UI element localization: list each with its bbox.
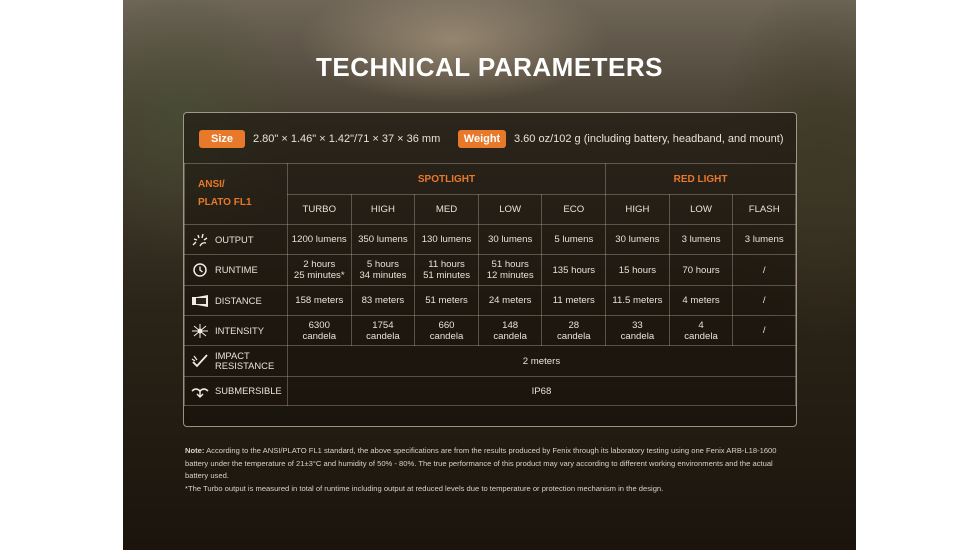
table-cell: 70 hours <box>669 255 733 286</box>
table-cell-line: 12 minutes <box>486 270 534 281</box>
table-cell <box>606 316 670 346</box>
impact-icon <box>191 354 209 368</box>
distance-icon <box>191 294 209 308</box>
mode-header: HIGH <box>606 195 670 225</box>
table-cell <box>351 255 415 286</box>
table-cell: 4 meters <box>669 286 733 316</box>
table-cell: 3 lumens <box>669 225 733 255</box>
table-cell: 11 meters <box>542 286 606 316</box>
table-cell: 130 lumens <box>415 225 479 255</box>
table-cell-line: candela <box>556 330 591 342</box>
table-cell-line: candela <box>620 330 655 342</box>
standard-label-line1: ANSI/ <box>198 179 225 190</box>
submersible-value: IP68 <box>287 377 795 406</box>
spotlight-group-header: SPOTLIGHT <box>287 164 605 195</box>
weight-badge: Weight <box>458 130 506 148</box>
table-cell <box>478 255 542 286</box>
table-cell: / <box>733 316 796 346</box>
table-cell: 3 lumens <box>733 225 796 255</box>
size-weight-row <box>184 113 796 163</box>
table-cell <box>351 316 415 346</box>
turbo-footnote: *The Turbo output is measured in total of runtime including output at reduced levels due to temperature or protection mechanism in the design. <box>185 483 664 493</box>
mode-header: TURBO <box>287 195 351 225</box>
table-cell <box>287 255 351 286</box>
size-badge: Size <box>199 130 245 148</box>
table-cell-line: candela <box>302 330 337 342</box>
row-label-text: OUTPUT <box>215 233 254 245</box>
impact-label-line1: IMPACT <box>215 350 250 361</box>
table-cell-line: candela <box>366 330 400 342</box>
table-cell-line: 148 <box>502 319 519 331</box>
table-cell: 158 meters <box>287 286 351 316</box>
table-cell-line: 51 hours <box>491 259 529 270</box>
table-row-runtime <box>185 255 796 286</box>
table-cell: 350 lumens <box>351 225 415 255</box>
red-light-group-header: RED LIGHT <box>606 164 796 195</box>
row-label-text: RUNTIME <box>215 264 258 275</box>
row-label-impact <box>185 346 288 377</box>
table-cell: 30 lumens <box>606 225 670 255</box>
submersible-icon <box>191 384 209 398</box>
table-cell: 83 meters <box>351 286 415 316</box>
table-cell-line: 11 hours <box>428 259 465 270</box>
product-parameters-graphic <box>123 0 856 550</box>
table-cell: / <box>733 255 796 286</box>
table-cell <box>542 316 606 346</box>
table-cell: 51 meters <box>415 286 479 316</box>
table-cell <box>478 316 542 346</box>
table-cell: 1200 lumens <box>287 225 351 255</box>
table-cell-line: 1754 <box>372 319 394 331</box>
standard-label <box>185 164 288 225</box>
table-row-output <box>185 225 796 255</box>
row-label-intensity <box>185 316 288 346</box>
table-cell-line: 34 minutes <box>359 270 407 281</box>
row-label-text: DISTANCE <box>215 294 262 306</box>
table-cell-line: 33 <box>632 319 643 331</box>
submersible-label: SUBMERSIBLE <box>215 385 282 396</box>
row-label-text: INTENSITY <box>215 324 264 336</box>
row-label-runtime <box>185 255 288 286</box>
table-cell-line: 2 hours <box>303 259 336 270</box>
mode-header: HIGH <box>351 195 415 225</box>
specs-table <box>184 163 796 406</box>
mode-header: MED <box>415 195 479 225</box>
table-cell-line: 5 hours <box>366 259 399 270</box>
standard-label-line2: PLATO FL1 <box>198 197 252 208</box>
size-value: 2.80" × 1.46" × 1.42"/71 × 37 × 36 mm <box>253 133 441 145</box>
table-cell-line: 51 minutes <box>423 270 470 281</box>
table-row-submersible <box>185 377 796 406</box>
table-cell: 30 lumens <box>478 225 542 255</box>
table-cell <box>287 316 351 346</box>
table-cell-line: 25 minutes* <box>293 270 345 281</box>
impact-value: 2 meters <box>287 346 795 377</box>
weight-value: 3.60 oz/102 g (including battery, headband, and mount) <box>514 133 784 145</box>
table-cell-line: candela <box>684 330 718 342</box>
table-row-intensity <box>185 316 796 346</box>
table-cell-line: 28 <box>568 319 580 331</box>
table-cell: 11.5 meters <box>606 286 670 316</box>
mode-header: LOW <box>669 195 733 225</box>
table-cell <box>415 255 479 286</box>
table-cell-line: candela <box>493 330 527 342</box>
mode-header: ECO <box>542 195 606 225</box>
table-cell: 24 meters <box>478 286 542 316</box>
clock-icon <box>191 263 209 277</box>
note-text: According to the ANSI/PLATO FL1 standard, the above specifications are from the results produced by Fenix through its laboratory testing using one Fenix ARB-L18-1600 battery under the temperature of 21±3°C and humidity of 50% - 80%. The true performance of this product may vary according to different working environments and the actual battery used. <box>185 446 777 481</box>
table-cell: 15 hours <box>606 255 670 286</box>
row-label-submersible <box>185 377 288 406</box>
table-cell-line: 660 <box>438 319 455 331</box>
table-row-distance <box>185 286 796 316</box>
table-cell-line: 4 <box>698 319 704 331</box>
impact-label-line2: RESISTANCE <box>215 360 275 371</box>
table-cell <box>669 316 733 346</box>
mode-header: LOW <box>478 195 542 225</box>
row-label-output <box>185 225 288 255</box>
table-cell <box>415 316 479 346</box>
table-cell-line: 6300 <box>308 319 330 331</box>
table-cell: / <box>733 286 796 316</box>
footnote-block <box>185 445 797 495</box>
page-title: TECHNICAL PARAMETERS <box>315 52 664 82</box>
table-cell: 135 hours <box>542 255 606 286</box>
table-row-impact <box>185 346 796 377</box>
intensity-icon <box>191 324 209 338</box>
row-label-distance <box>185 286 288 316</box>
table-cell: 5 lumens <box>542 225 606 255</box>
parameters-panel <box>183 112 797 427</box>
mode-header: FLASH <box>733 195 796 225</box>
note-lead: Note: <box>185 446 205 455</box>
output-icon <box>191 233 209 247</box>
table-cell-line: candela <box>429 330 464 342</box>
